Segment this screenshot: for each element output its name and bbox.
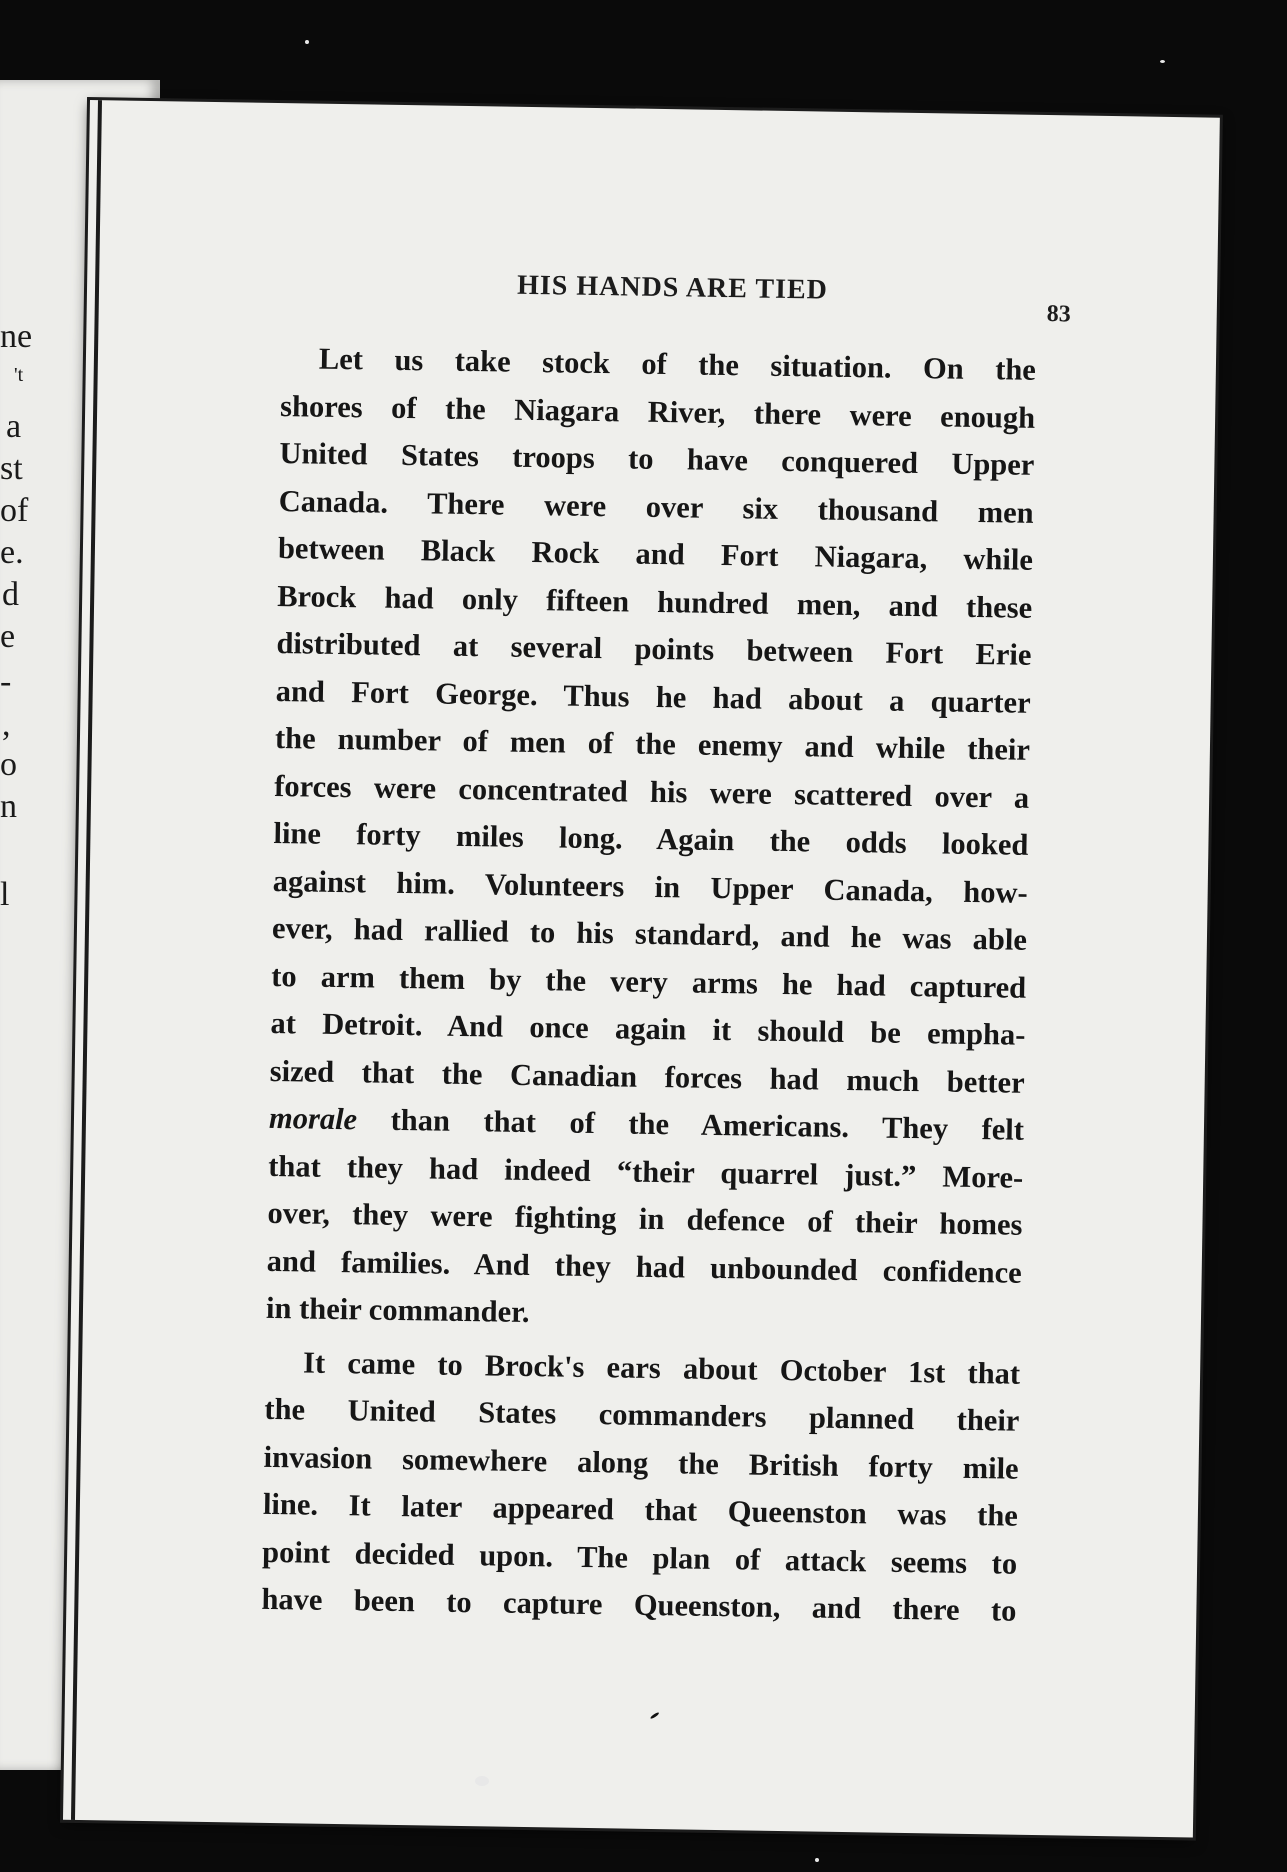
- scan-speck: [815, 1858, 819, 1862]
- left-page-fragment: st: [0, 450, 23, 487]
- left-page-fragment: o: [0, 746, 17, 783]
- left-page-fragment: n: [0, 788, 17, 825]
- text-line: forces were concentrated his were scattered over a: [273, 768, 1030, 815]
- text-line: that they had indeed “their quarrel just.” More-: [268, 1148, 1024, 1195]
- text-line: and Fort George. Thus he had about a quarter: [275, 673, 1031, 720]
- text-line: at Detroit. And once again it should be empha-: [270, 1005, 1026, 1052]
- text-line: the number of men of the enemy and while their: [274, 720, 1031, 767]
- left-page-fragment: d: [2, 576, 19, 613]
- text-line: have been to capture Queenston, and there to: [261, 1581, 1017, 1628]
- text-line: point decided upon. The plan of attack seems to: [261, 1534, 1018, 1581]
- text-line: distributed at several points between Fort Erie: [276, 625, 1032, 672]
- text-line: the United States commanders planned their: [264, 1391, 1020, 1438]
- running-head: HIS HANDS ARE TIED: [516, 269, 829, 306]
- scan-speck: [305, 40, 309, 44]
- left-page-fragment: -: [0, 663, 12, 700]
- left-page-fragment: e.: [0, 534, 24, 571]
- text-line: sized that the Canadian forces had much better: [269, 1053, 1025, 1100]
- text-line: line forty miles long. Again the odds looked: [273, 815, 1029, 862]
- book-page: [63, 100, 1220, 1838]
- left-page-fragment: a: [6, 408, 22, 445]
- text-line: against him. Volunteers in Upper Canada, how-: [272, 863, 1028, 910]
- left-page-fragment: of: [0, 492, 29, 529]
- left-page-fragment: e: [0, 618, 16, 655]
- text-line: shores of the Niagara River, there were enough: [279, 388, 1036, 435]
- left-page-fragment: ,: [2, 706, 11, 743]
- text-line: Let us take stock of the situation. On the: [318, 341, 1037, 387]
- text-line: ever, had rallied to his standard, and he was able: [271, 910, 1028, 957]
- text-line: Brock had only fifteen hundred men, and these: [276, 578, 1033, 625]
- text-line: to arm them by the very arms he had captured: [271, 958, 1027, 1005]
- left-page-fragment: 't: [14, 364, 24, 386]
- text-line: line. It later appeared that Queenston was the: [262, 1486, 1019, 1533]
- text-line: United States troops to have conquered Upper: [279, 436, 1035, 482]
- text-line: Canada. There were over six thousand men: [278, 483, 1034, 530]
- text-line: invasion somewhere along the British forty mile: [263, 1439, 1019, 1486]
- text-line: between Black Rock and Fort Niagara, while: [277, 531, 1034, 577]
- body-text: [261, 335, 1036, 1635]
- italic-word: morale: [268, 1100, 358, 1137]
- left-page-fragment: ne: [0, 318, 33, 355]
- scan-speck: [475, 1776, 489, 1786]
- scan-speck: [1160, 60, 1165, 63]
- text-line-rest: than that of the Americans. They felt: [390, 1102, 1025, 1147]
- page-number: 83: [1046, 301, 1071, 328]
- text-line: and families. And they had unbounded confidence: [266, 1243, 1022, 1290]
- ink-speck: [650, 1712, 660, 1720]
- text-line: in their commander.: [265, 1290, 530, 1330]
- text-line: It came to Brock's ears about October 1st that: [302, 1345, 1021, 1391]
- text-line: over, they were fighting in defence of their homes: [267, 1195, 1023, 1242]
- left-page-fragment: l: [0, 876, 10, 913]
